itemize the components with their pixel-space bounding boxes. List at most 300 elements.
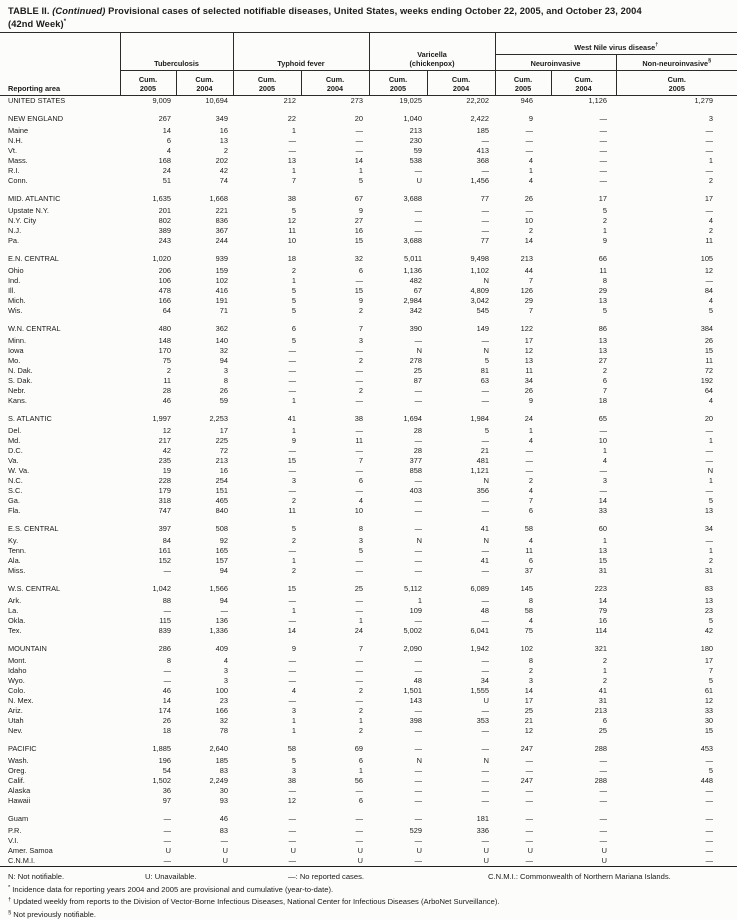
value-cell: 4 — [602, 456, 608, 466]
value-cell: 3 — [602, 476, 608, 486]
value-cell: 165 — [215, 546, 228, 556]
value-cell: 2 — [358, 386, 363, 396]
value-cell: 9 — [358, 296, 363, 306]
value-cell: 83 — [219, 826, 228, 836]
value-cell: 17 — [704, 193, 714, 203]
value-cell: 46 — [162, 396, 171, 406]
value-cell: — — [414, 476, 422, 486]
value-cell: 19,025 — [399, 96, 422, 106]
table-row — [0, 156, 737, 166]
value-cell: 5 — [708, 306, 714, 316]
value-cell: U — [416, 846, 422, 856]
reporting-area-cell: Pa. — [8, 236, 20, 246]
value-cell: 71 — [219, 306, 228, 316]
value-cell: 10 — [524, 216, 534, 226]
value-cell: 4 — [528, 616, 534, 626]
table-title-line1 — [8, 6, 727, 17]
table-row — [0, 656, 737, 666]
value-cell: 7 — [602, 386, 608, 396]
reporting-area-cell: Ga. — [8, 496, 20, 506]
value-cell: 5 — [484, 356, 490, 366]
value-cell: 14 — [354, 156, 363, 166]
value-cell: 151 — [215, 486, 228, 496]
column-header-varicella-cum-2004: Cum. 2004 — [427, 71, 495, 96]
value-cell: 41 — [480, 556, 490, 566]
value-cell: 26 — [219, 386, 228, 396]
value-cell: 41 — [287, 413, 296, 423]
value-cell: 191 — [215, 296, 228, 306]
value-cell: 3,688 — [403, 236, 422, 246]
value-cell: 4 — [291, 686, 296, 696]
value-cell: 453 — [700, 743, 714, 753]
value-cell: — — [525, 446, 534, 456]
value-cell: 1 — [358, 716, 363, 726]
value-cell: 84 — [704, 286, 714, 296]
value-cell: — — [288, 546, 296, 556]
value-cell: 2 — [708, 176, 714, 186]
value-cell: 2 — [166, 366, 171, 376]
value-cell: 2 — [602, 676, 608, 686]
value-cell: 243 — [158, 236, 171, 246]
value-cell: 11 — [163, 376, 171, 386]
value-cell: 166 — [158, 296, 171, 306]
value-cell: — — [481, 206, 490, 216]
value-cell: 1,136 — [403, 266, 422, 276]
value-cell: 87 — [413, 376, 422, 386]
value-cell: — — [414, 566, 422, 576]
value-cell: 217 — [158, 436, 171, 446]
value-cell: 5 — [358, 546, 363, 556]
value-cell: — — [705, 536, 714, 546]
value-cell: 1,997 — [152, 413, 171, 423]
value-cell: 5,011 — [404, 253, 422, 263]
value-cell: 51 — [162, 176, 171, 186]
value-cell: — — [414, 556, 422, 566]
value-cell: 27 — [354, 216, 363, 226]
value-cell: 13 — [704, 596, 714, 606]
value-cell: 1 — [708, 436, 714, 446]
value-cell: 26 — [704, 336, 714, 346]
value-cell: — — [525, 836, 534, 846]
reporting-area-cell: S. Dak. — [8, 376, 33, 386]
value-cell: 4 — [223, 656, 228, 666]
footnote-incidence-text: Incidence data for reporting years 2004 and 2005 are provisional and cumulative (year-to-date). — [12, 884, 334, 894]
value-cell: 126 — [520, 286, 534, 296]
value-cell: — — [599, 156, 608, 166]
table-row — [0, 606, 737, 616]
value-cell: 3 — [358, 336, 363, 346]
reporting-area-cell: W.N. CENTRAL — [8, 323, 61, 333]
value-cell: 247 — [520, 776, 534, 786]
value-cell: 2 — [291, 566, 296, 576]
value-cell: 10 — [354, 506, 363, 516]
value-cell: — — [705, 426, 714, 436]
value-cell: 1,456 — [470, 176, 490, 186]
value-cell: — — [481, 496, 490, 506]
varicella-label-line2: (chickenpox) — [409, 59, 455, 69]
reporting-area-cell: PACIFIC — [8, 743, 37, 753]
value-cell: 17 — [524, 336, 534, 346]
value-cell: — — [414, 546, 422, 556]
value-cell: 2 — [291, 496, 296, 506]
value-cell: 1 — [602, 226, 608, 236]
value-cell: — — [481, 656, 490, 666]
value-cell: 5 — [708, 496, 714, 506]
value-cell: 5,112 — [404, 583, 422, 593]
value-cell: 20 — [354, 113, 363, 123]
value-cell: 2,984 — [403, 296, 422, 306]
value-cell: 1,020 — [152, 253, 171, 263]
value-cell: — — [414, 656, 422, 666]
reporting-area-cell: UNITED STATES — [8, 96, 66, 106]
table-row — [0, 576, 737, 596]
value-cell: 15 — [354, 286, 363, 296]
value-cell: 5 — [291, 296, 296, 306]
value-cell: 9 — [528, 396, 534, 406]
legend-unavailable: U: Unavailable. — [145, 872, 197, 882]
value-cell: — — [481, 166, 490, 176]
value-cell: — — [481, 786, 490, 796]
value-cell: 213 — [215, 456, 228, 466]
value-cell: 1 — [358, 166, 363, 176]
value-cell: — — [481, 776, 490, 786]
table-body — [0, 96, 737, 867]
value-cell: 465 — [215, 496, 228, 506]
value-cell: 46 — [219, 813, 228, 823]
value-cell: — — [355, 786, 363, 796]
table-row — [0, 346, 737, 356]
value-cell: 9 — [358, 206, 363, 216]
footnote-arbonet-text: Updated weekly from reports to the Division of Vector-Borne Infectious Diseases, National Center for Infectious Diseases (ArboNet Surveillance). — [13, 897, 500, 907]
reporting-area-cell: V.I. — [8, 836, 19, 846]
value-cell: — — [705, 786, 714, 796]
value-cell: 318 — [158, 496, 171, 506]
value-cell: — — [414, 386, 422, 396]
table-row — [0, 806, 737, 826]
value-cell: — — [705, 836, 714, 846]
value-cell: 1 — [291, 726, 296, 736]
value-cell: 32 — [354, 253, 363, 263]
value-cell: — — [481, 796, 490, 806]
value-cell: 8 — [358, 523, 363, 533]
table-row — [0, 296, 737, 306]
value-cell: 105 — [700, 253, 714, 263]
value-cell: U — [483, 846, 490, 856]
reporting-area-cell: Ky. — [8, 536, 19, 546]
value-cell: — — [355, 346, 363, 356]
value-cell: 3 — [223, 366, 228, 376]
value-cell: N — [707, 466, 714, 476]
reporting-area-cell: Mass. — [8, 156, 28, 166]
value-cell: 31 — [598, 696, 608, 706]
value-cell: 389 — [158, 226, 171, 236]
value-cell: 367 — [215, 226, 228, 236]
value-cell: 3 — [291, 766, 296, 776]
value-cell: 166 — [215, 706, 228, 716]
reporting-area-cell: N.C. — [8, 476, 23, 486]
value-cell: 67 — [354, 193, 363, 203]
value-cell: 529 — [409, 826, 422, 836]
value-cell: 409 — [215, 643, 228, 653]
value-cell: — — [705, 856, 714, 866]
value-cell: 28 — [162, 386, 171, 396]
value-cell: — — [599, 813, 608, 823]
value-cell: 353 — [476, 716, 490, 726]
value-cell: — — [481, 666, 490, 676]
value-cell: 34 — [704, 523, 714, 533]
table-row — [0, 286, 737, 296]
value-cell: 29 — [524, 296, 534, 306]
value-cell: 25 — [354, 583, 363, 593]
section-mark: § — [708, 58, 712, 65]
reporting-area-cell: E.S. CENTRAL — [8, 523, 59, 533]
value-cell: 174 — [158, 706, 171, 716]
value-cell: 59 — [413, 146, 422, 156]
value-cell: — — [525, 126, 534, 136]
value-cell: 2 — [528, 476, 534, 486]
value-cell: — — [163, 666, 171, 676]
value-cell: 6 — [528, 506, 534, 516]
value-cell: 1,126 — [588, 96, 608, 106]
table-row — [0, 496, 737, 506]
value-cell: 77 — [480, 193, 490, 203]
table-row — [0, 466, 737, 476]
value-cell: 3 — [358, 536, 363, 546]
value-cell: 2,090 — [403, 643, 422, 653]
reporting-area-cell: Ind. — [8, 276, 21, 286]
header-spacer-tuberculosis — [120, 33, 233, 55]
value-cell: 79 — [598, 606, 608, 616]
value-cell: 38 — [287, 193, 296, 203]
value-cell: 6 — [291, 323, 296, 333]
table-row — [0, 716, 737, 726]
value-cell: — — [705, 796, 714, 806]
value-cell: 17 — [524, 696, 534, 706]
value-cell: 213 — [520, 253, 534, 263]
value-cell: U — [222, 856, 228, 866]
value-cell: 185 — [476, 126, 490, 136]
value-cell: 92 — [219, 536, 228, 546]
table-row — [0, 206, 737, 216]
value-cell: 28 — [413, 446, 422, 456]
value-cell: — — [705, 813, 714, 823]
non-neuroinvasive-label: Non-neuroinvasive — [642, 59, 709, 69]
value-cell: 48 — [480, 606, 490, 616]
value-cell: 1,635 — [152, 193, 171, 203]
value-cell: 2 — [708, 226, 714, 236]
value-cell: — — [481, 726, 490, 736]
value-cell: U — [416, 176, 422, 186]
table-row — [0, 516, 737, 536]
value-cell: 21 — [480, 446, 490, 456]
reporting-area-cell: Colo. — [8, 686, 26, 696]
reporting-area-cell: MOUNTAIN — [8, 643, 47, 653]
reporting-area-cell: Conn. — [8, 176, 28, 186]
value-cell: N — [483, 476, 490, 486]
value-cell: — — [414, 813, 422, 823]
value-cell: — — [525, 206, 534, 216]
reporting-area-cell: MID. ATLANTIC — [8, 193, 61, 203]
reporting-area-cell: N.H. — [8, 136, 23, 146]
value-cell: 12 — [704, 266, 714, 276]
value-cell: 1,102 — [470, 266, 490, 276]
value-cell: 481 — [476, 456, 490, 466]
value-cell: 8 — [528, 596, 534, 606]
value-cell: 4 — [358, 496, 363, 506]
table-row — [0, 736, 737, 756]
value-cell: 1 — [291, 426, 296, 436]
value-cell: 11 — [599, 266, 608, 276]
value-cell: 22 — [287, 113, 296, 123]
table-row — [0, 96, 737, 107]
value-cell: — — [599, 756, 608, 766]
value-cell: 14 — [598, 496, 608, 506]
value-cell: 14 — [287, 626, 296, 636]
value-cell: 2,253 — [209, 413, 228, 423]
value-cell: 213 — [594, 706, 608, 716]
value-cell: 28 — [413, 426, 422, 436]
value-cell: 349 — [215, 113, 228, 123]
value-cell: — — [355, 813, 363, 823]
value-cell: 30 — [219, 786, 228, 796]
value-cell: 11 — [525, 546, 534, 556]
value-cell: 21 — [524, 716, 534, 726]
reporting-area-cell: Vt. — [8, 146, 18, 156]
value-cell: 1,885 — [152, 743, 171, 753]
value-cell: 206 — [158, 266, 171, 276]
value-cell: 12 — [524, 726, 534, 736]
value-cell: 13 — [598, 346, 608, 356]
value-cell: 1 — [708, 476, 714, 486]
value-cell: — — [414, 166, 422, 176]
reporting-area-cell: Wyo. — [8, 676, 25, 686]
column-group-varicella — [369, 33, 495, 71]
table-row — [0, 396, 737, 406]
value-cell: — — [288, 596, 296, 606]
value-cell: N — [483, 346, 490, 356]
value-cell: 2,640 — [209, 743, 228, 753]
value-cell: 15 — [704, 346, 714, 356]
reporting-area-cell: Alaska — [8, 786, 31, 796]
value-cell: 1,501 — [403, 686, 422, 696]
value-cell: — — [288, 813, 296, 823]
value-cell: 3 — [291, 476, 296, 486]
value-cell: N — [483, 756, 490, 766]
value-cell: 30 — [704, 716, 714, 726]
value-cell: 538 — [409, 156, 422, 166]
table-row — [0, 786, 737, 796]
reporting-area-cell: Mich. — [8, 296, 26, 306]
value-cell: U — [165, 846, 171, 856]
reporting-area-cell: Upstate N.Y. — [8, 206, 49, 216]
table-row — [0, 846, 737, 856]
value-cell: 1,121 — [470, 466, 490, 476]
value-cell: 25 — [524, 706, 534, 716]
value-cell: 6,089 — [470, 583, 490, 593]
table-row — [0, 166, 737, 176]
value-cell: U — [483, 856, 490, 866]
value-cell: — — [599, 466, 608, 476]
value-cell: 36 — [162, 786, 171, 796]
value-cell: 6 — [358, 796, 363, 806]
value-cell: 44 — [524, 266, 534, 276]
table-row — [0, 426, 737, 436]
value-cell: — — [414, 436, 422, 446]
value-cell: — — [355, 606, 363, 616]
value-cell: — — [355, 486, 363, 496]
value-cell: — — [288, 676, 296, 686]
value-cell: — — [288, 446, 296, 456]
value-cell: 4 — [166, 146, 171, 156]
value-cell: 1 — [528, 426, 534, 436]
value-cell: 946 — [520, 96, 534, 106]
value-cell: 278 — [409, 356, 422, 366]
value-cell: — — [355, 396, 363, 406]
value-cell: — — [355, 146, 363, 156]
value-cell: — — [355, 596, 363, 606]
value-cell: — — [481, 616, 490, 626]
table-row — [0, 596, 737, 606]
value-cell: 1 — [358, 616, 363, 626]
value-cell: — — [599, 826, 608, 836]
value-cell: 5 — [291, 286, 296, 296]
west-nile-label: West Nile virus disease — [574, 43, 656, 53]
value-cell: 34 — [480, 676, 490, 686]
value-cell: 5 — [291, 306, 296, 316]
value-cell: 25 — [598, 726, 608, 736]
value-cell: 9,009 — [152, 96, 171, 106]
value-cell: — — [288, 836, 296, 846]
value-cell: 11 — [355, 436, 363, 446]
value-cell: U — [483, 696, 490, 706]
value-cell: 32 — [219, 716, 228, 726]
value-cell: N — [416, 756, 422, 766]
value-cell: 26 — [524, 386, 534, 396]
table-row — [0, 826, 737, 836]
value-cell: 34 — [524, 376, 534, 386]
table-row — [0, 136, 737, 146]
value-cell: 8 — [223, 376, 228, 386]
value-cell: — — [481, 386, 490, 396]
value-cell: 213 — [409, 126, 422, 136]
value-cell: 78 — [219, 726, 228, 736]
value-cell: — — [481, 506, 490, 516]
value-cell: — — [705, 276, 714, 286]
reporting-area-cell: Ark. — [8, 596, 22, 606]
value-cell: — — [414, 396, 422, 406]
value-cell: — — [355, 446, 363, 456]
reporting-area-cell: Ala. — [8, 556, 21, 566]
value-cell: 9,498 — [470, 253, 490, 263]
value-cell: — — [288, 656, 296, 666]
value-cell: 24 — [524, 413, 534, 423]
value-cell: — — [481, 396, 490, 406]
value-cell: 14 — [162, 696, 171, 706]
table-row — [0, 696, 737, 706]
value-cell: 29 — [598, 286, 608, 296]
value-cell: 5,002 — [403, 626, 422, 636]
value-cell: 31 — [704, 566, 714, 576]
value-cell: — — [705, 756, 714, 766]
value-cell: 74 — [219, 176, 228, 186]
value-cell: — — [414, 706, 422, 716]
header-spacer-typhoid — [233, 33, 369, 55]
value-cell: — — [355, 556, 363, 566]
footnote-not-previously — [8, 908, 729, 920]
value-cell: 4 — [528, 176, 534, 186]
table-title-continued: (Continued) — [52, 6, 106, 16]
reporting-area-cell: S.C. — [8, 486, 23, 496]
